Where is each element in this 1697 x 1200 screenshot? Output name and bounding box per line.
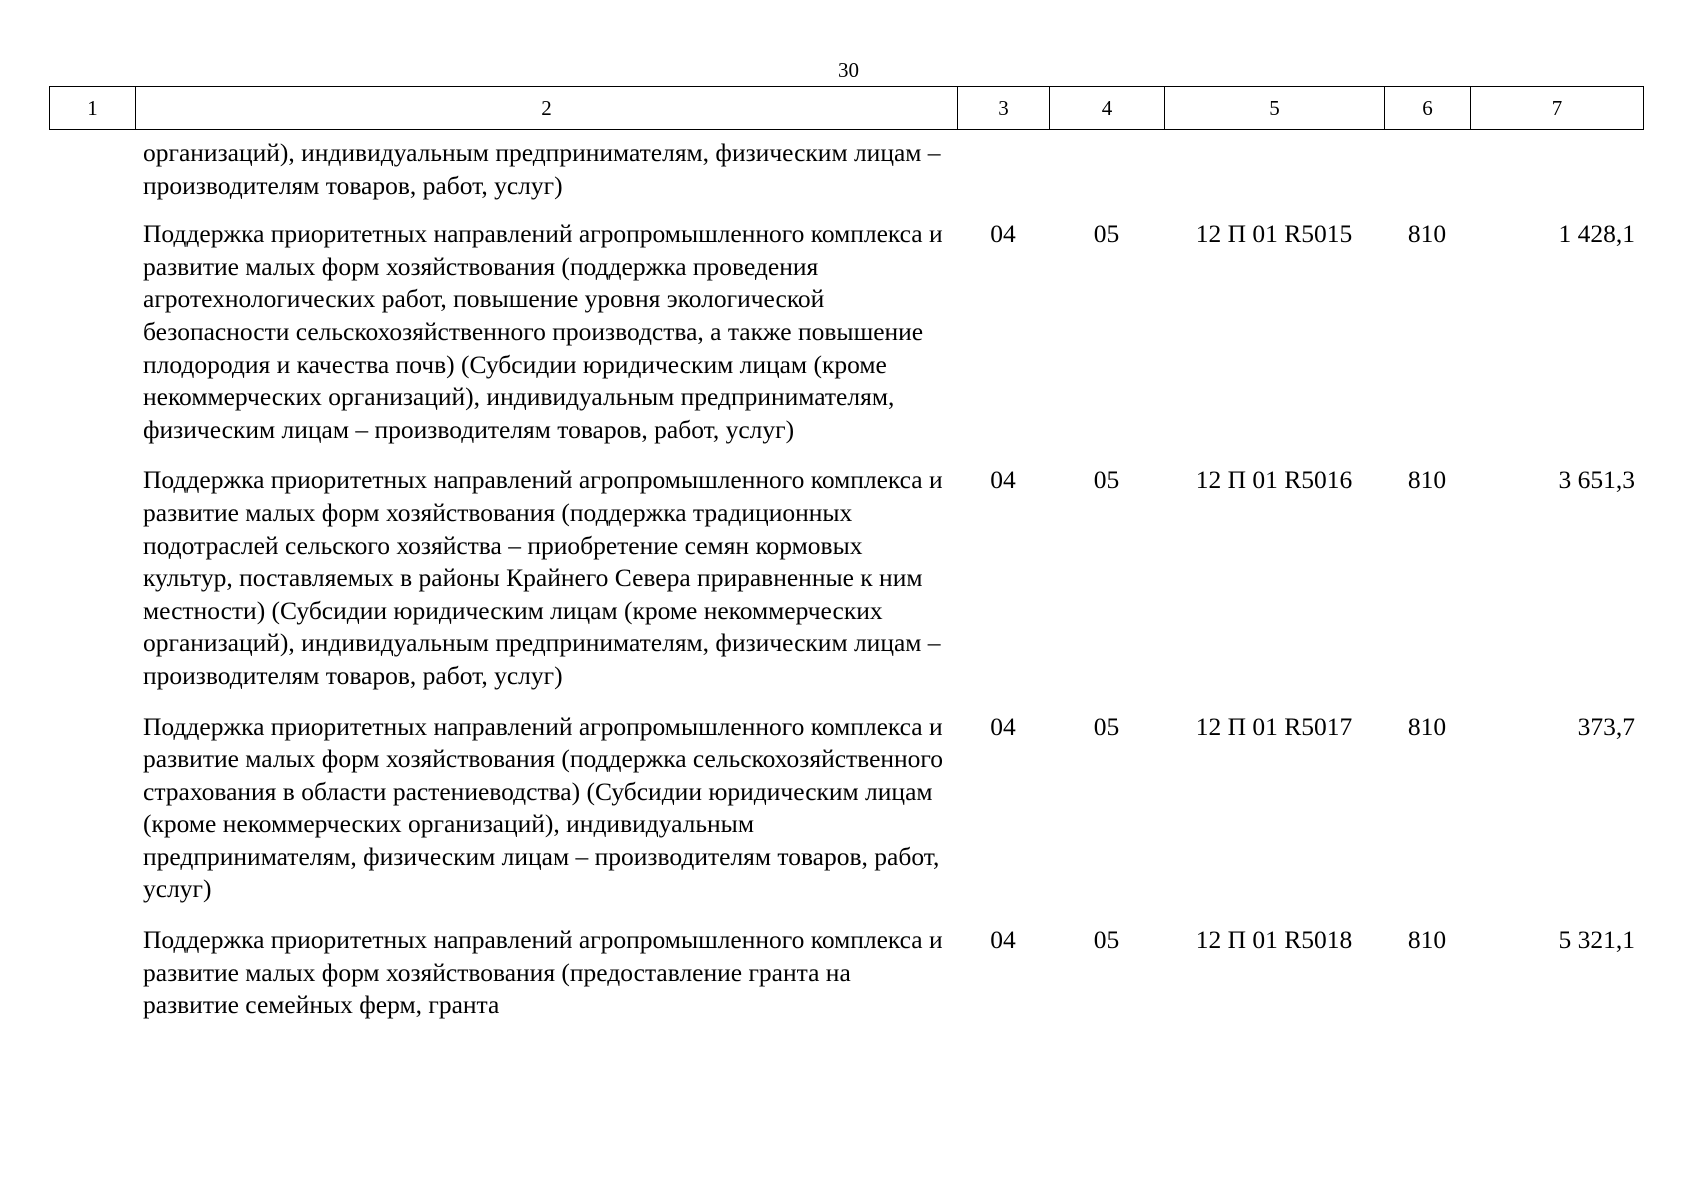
- row-expense-type: 810: [1407, 219, 1447, 249]
- column-header-6: 6: [1385, 87, 1471, 130]
- column-header-3: 3: [958, 87, 1050, 130]
- continuation-text: организаций), индивидуальным предпринимателям, физическим лицам – производителям товаров, работ, услуг): [143, 138, 941, 200]
- column-header-4: 4: [1050, 87, 1165, 130]
- budget-table: [49, 137, 1643, 1040]
- row-target-article: 12 П 01 R5015: [1195, 219, 1353, 249]
- table-row: [49, 218, 1643, 464]
- row-target-article: 12 П 01 R5016: [1195, 465, 1353, 495]
- row-section: 04: [990, 925, 1016, 955]
- row-amount: 5 321,1: [1558, 925, 1635, 955]
- row-subsection: 05: [1093, 219, 1120, 249]
- row-subsection: 05: [1093, 711, 1120, 741]
- row-description: Поддержка приоритетных направлений агропромышленного комплекса и развитие малых форм хозяйствования (предоставление гранта на развитие семейных ферм, гранта: [143, 925, 943, 1020]
- column-header-row: [50, 87, 1644, 130]
- row-target-article: 12 П 01 R5018: [1195, 925, 1353, 955]
- row-section: 04: [990, 465, 1016, 495]
- row-target-article: 12 П 01 R5017: [1195, 711, 1353, 741]
- row-description: Поддержка приоритетных направлений агропромышленного комплекса и развитие малых форм хозяйствования (поддержка традиционных подотраслей сельского хозяйства – приобретение семян кормовых культур, поставляемых в районы Крайнего Севера приравненные к ним местности) (Субсидии юридическим лицам (кроме некоммерческих организаций), индивидуальным предпринимателям, физическим лицам – производителям товаров, работ, услуг): [143, 465, 943, 690]
- row-description: Поддержка приоритетных направлений агропромышленного комплекса и развитие малых форм хозяйствования (поддержка сельскохозяйственного страхования в области растениеводства) (Субсидии юридическим лицам (кроме некоммерческих организаций), индивидуальным предпринимателям, физическим лицам – производителям товаров, работ, услуг): [143, 711, 944, 904]
- row-amount: 1 428,1: [1558, 219, 1635, 249]
- row-expense-type: 810: [1407, 711, 1447, 741]
- column-header-5: 5: [1165, 87, 1385, 130]
- row-expense-type: 810: [1407, 925, 1447, 955]
- column-header-table: [49, 86, 1644, 130]
- column-header-1: 1: [50, 87, 136, 130]
- row-expense-type: 810: [1407, 465, 1447, 495]
- row-amount: 373,7: [1577, 711, 1635, 741]
- row-amount: 3 651,3: [1558, 465, 1635, 495]
- row-section: 04: [990, 711, 1016, 741]
- table-row: [49, 464, 1643, 710]
- page-number: 30: [838, 58, 859, 82]
- column-header-2: 2: [136, 87, 958, 130]
- row-section: 04: [990, 219, 1016, 249]
- table-row: [49, 924, 1643, 1040]
- row-subsection: 05: [1093, 465, 1120, 495]
- column-header-7: 7: [1471, 87, 1644, 130]
- row-description: Поддержка приоритетных направлений агропромышленного комплекса и развитие малых форм хозяйствования (поддержка проведения агротехнологических работ, повышение уровня экологической безопасности сельскохозяйственного производства, а также повышение плодородия и качества почв) (Субсидии юридическим лицам (кроме некоммерческих организаций), индивидуальным предпринимателям, физическим лицам – производителям товаров, работ, услуг): [143, 219, 943, 444]
- row-subsection: 05: [1093, 925, 1120, 955]
- table-row-continuation: [49, 137, 1643, 218]
- table-row: [49, 711, 1643, 925]
